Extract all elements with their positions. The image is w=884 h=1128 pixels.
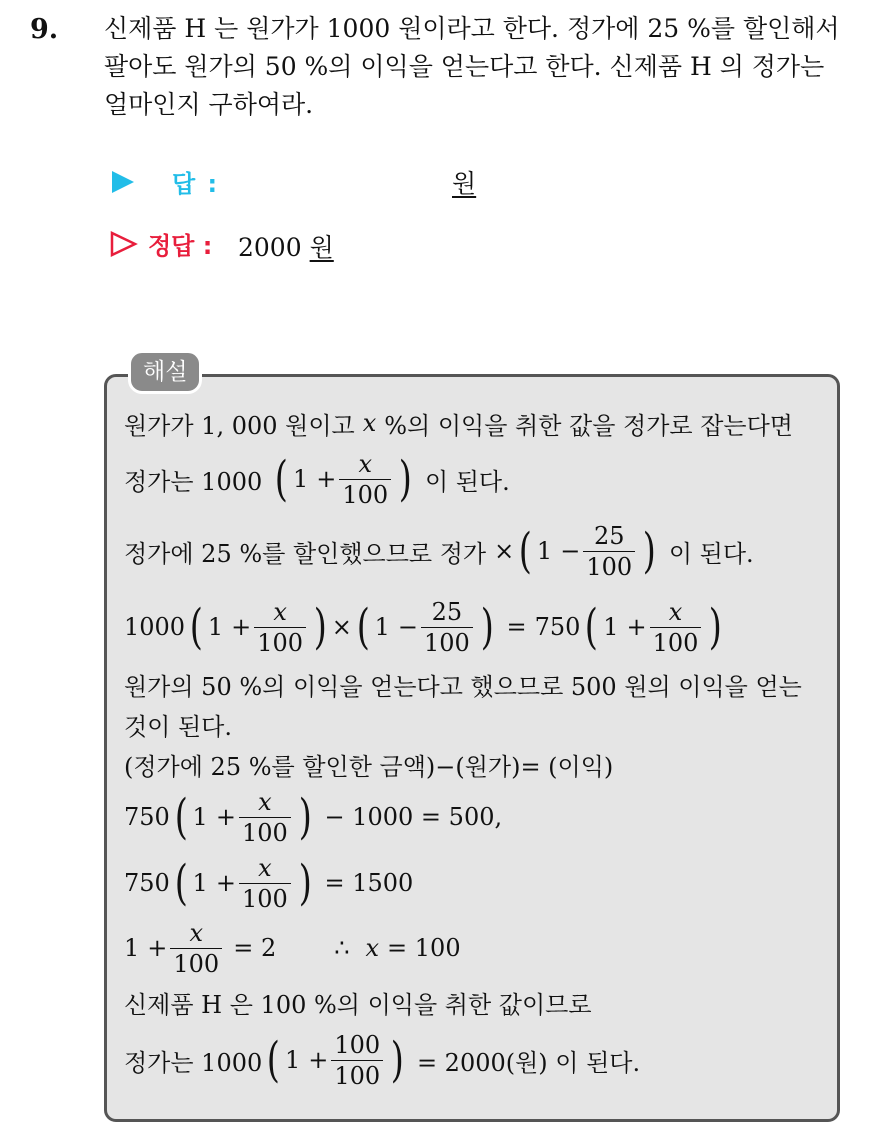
num: 1 xyxy=(192,869,208,897)
outline-triangle-icon xyxy=(110,231,138,257)
solution-line-7 xyxy=(124,744,836,784)
solution-tag: 해설 xyxy=(128,350,202,394)
solution-line-2: 정가는 1000 ( 1 + $\frac{x}{100}$ ) 이 된다. xyxy=(124,449,510,509)
solution-line-10 xyxy=(124,916,836,980)
denominator: 100 xyxy=(254,627,306,655)
fraction xyxy=(170,918,222,978)
text: 정가는 1000 xyxy=(124,1048,263,1077)
text: %의 이익을 취한 값을 정가로 잡는다면 xyxy=(384,411,793,440)
fraction xyxy=(239,787,291,847)
op: + xyxy=(626,613,647,641)
solution-line-6 xyxy=(124,704,836,744)
text: 정가는 1000 xyxy=(124,467,263,496)
numerator: x xyxy=(258,787,272,816)
num: 1 xyxy=(207,613,224,641)
num: 1 xyxy=(124,934,140,962)
numerator: x xyxy=(258,853,272,882)
var: x xyxy=(365,934,380,962)
op: − xyxy=(397,613,418,641)
num: 1 xyxy=(192,803,208,831)
text: 이 된다. xyxy=(424,467,510,496)
text: − 1000 = 500, xyxy=(324,803,503,831)
solution-line-5 xyxy=(124,664,836,704)
correct-answer-value xyxy=(238,228,334,264)
question-line-2: 팔아도 원가의 50 %의 이익을 얻는다고 한다. 신제품 H 의 정가는 xyxy=(104,52,825,81)
num: 750 xyxy=(534,613,581,641)
correct-answer-row xyxy=(108,226,528,262)
denominator: 100 xyxy=(421,627,473,655)
op: + xyxy=(308,1046,329,1074)
numerator: x xyxy=(189,918,204,947)
fraction xyxy=(239,853,291,913)
text: (정가에 25 %를 할인한 금액)−(원가)= (이익) xyxy=(124,752,614,781)
solution-line-1 xyxy=(124,400,836,446)
num: 750 xyxy=(124,869,170,897)
denominator: 100 xyxy=(170,948,222,976)
numerator: 25 xyxy=(593,521,625,550)
solution-line-12: 정가는 1000 ( 1 + $\frac{100}{100}$ ) = 2000(원) 이 된다. xyxy=(124,1030,641,1090)
solution-line-11 xyxy=(124,980,836,1024)
solution-line-3: 정가에 25 %를 할인했으므로 정가 × ( 1 − $\frac{25}{100}$ ) 이 된다. xyxy=(124,521,754,581)
var: x xyxy=(362,409,377,437)
correct-answer-unit: 원 xyxy=(309,233,334,262)
correct-answer-label: 정답 : xyxy=(148,232,213,260)
op: + xyxy=(215,869,236,897)
numerator: 25 xyxy=(431,597,463,626)
text: 것이 된다. xyxy=(124,712,232,741)
fraction xyxy=(331,1030,383,1090)
text: = 1500 xyxy=(324,869,414,897)
fraction xyxy=(254,597,306,657)
denominator: 100 xyxy=(331,1060,383,1088)
question-text xyxy=(104,10,864,124)
text: = 100 xyxy=(387,934,461,962)
op: × xyxy=(331,613,352,641)
answer-label: 답 : xyxy=(172,170,220,198)
op: + xyxy=(316,465,337,493)
numerator: x xyxy=(358,449,373,478)
op: × xyxy=(494,537,515,565)
question-number: 9. xyxy=(30,14,59,45)
text: 원가가 1, 000 원이고 xyxy=(124,411,355,440)
fraction xyxy=(583,521,635,581)
fraction xyxy=(339,449,391,509)
denominator: 100 xyxy=(583,551,635,579)
op: + xyxy=(147,934,168,962)
question-line-1: 신제품 H 는 원가가 1000 원이라고 한다. 정가에 25 %를 할인해서 xyxy=(104,14,840,43)
num: 1000 xyxy=(124,613,186,641)
num: 1 xyxy=(285,1046,301,1074)
denominator: 100 xyxy=(650,627,702,655)
text: 원가의 50 %의 이익을 얻는다고 했으므로 500 원의 이익을 얻는 xyxy=(124,672,802,701)
denominator: 100 xyxy=(339,479,391,507)
fraction xyxy=(421,597,473,657)
answer-row xyxy=(108,164,528,200)
numerator: 100 xyxy=(334,1030,381,1059)
op: + xyxy=(231,613,252,641)
num: 750 xyxy=(124,803,170,831)
therefore-symbol: ∴ xyxy=(334,934,350,962)
correct-answer-number: 2000 xyxy=(238,233,302,262)
text: 이 된다. xyxy=(668,539,754,568)
solution-line-8: 750 ( 1 + $\frac{x}{100}$ ) − 1000 = 500, xyxy=(124,787,503,847)
numerator: x xyxy=(273,597,287,626)
text: 정가에 25 %를 할인했으므로 정가 xyxy=(124,539,487,568)
solution-line-4: 1000 ( 1 + $\frac{x}{100}$ ) × ( 1 − $\frac{25}{100}$ ) = 750 ( 1 + $\frac{x}{100}$ ) xyxy=(124,597,723,657)
fraction xyxy=(650,597,702,657)
num: 1 xyxy=(536,537,553,565)
filled-triangle-icon xyxy=(112,171,134,193)
op: + xyxy=(215,803,236,831)
num: 1 xyxy=(603,613,619,641)
text: 신제품 H 은 100 %의 이익을 취한 값이므로 xyxy=(124,990,592,1019)
denominator: 100 xyxy=(239,817,291,845)
num: 1 xyxy=(293,465,309,493)
answer-unit: 원 xyxy=(452,169,477,198)
numerator: x xyxy=(668,597,683,626)
text: = 2000(원) 이 된다. xyxy=(416,1048,641,1077)
num: 1 xyxy=(374,613,390,641)
denominator: 100 xyxy=(239,883,291,911)
question-line-3: 얼마인지 구하여라. xyxy=(104,90,314,119)
text: = 2 xyxy=(233,934,277,962)
solution-line-9: 750 ( 1 + $\frac{x}{100}$ ) = 1500 xyxy=(124,853,414,913)
op: = xyxy=(506,613,527,641)
solution-content xyxy=(124,400,836,1096)
op: − xyxy=(560,537,581,565)
